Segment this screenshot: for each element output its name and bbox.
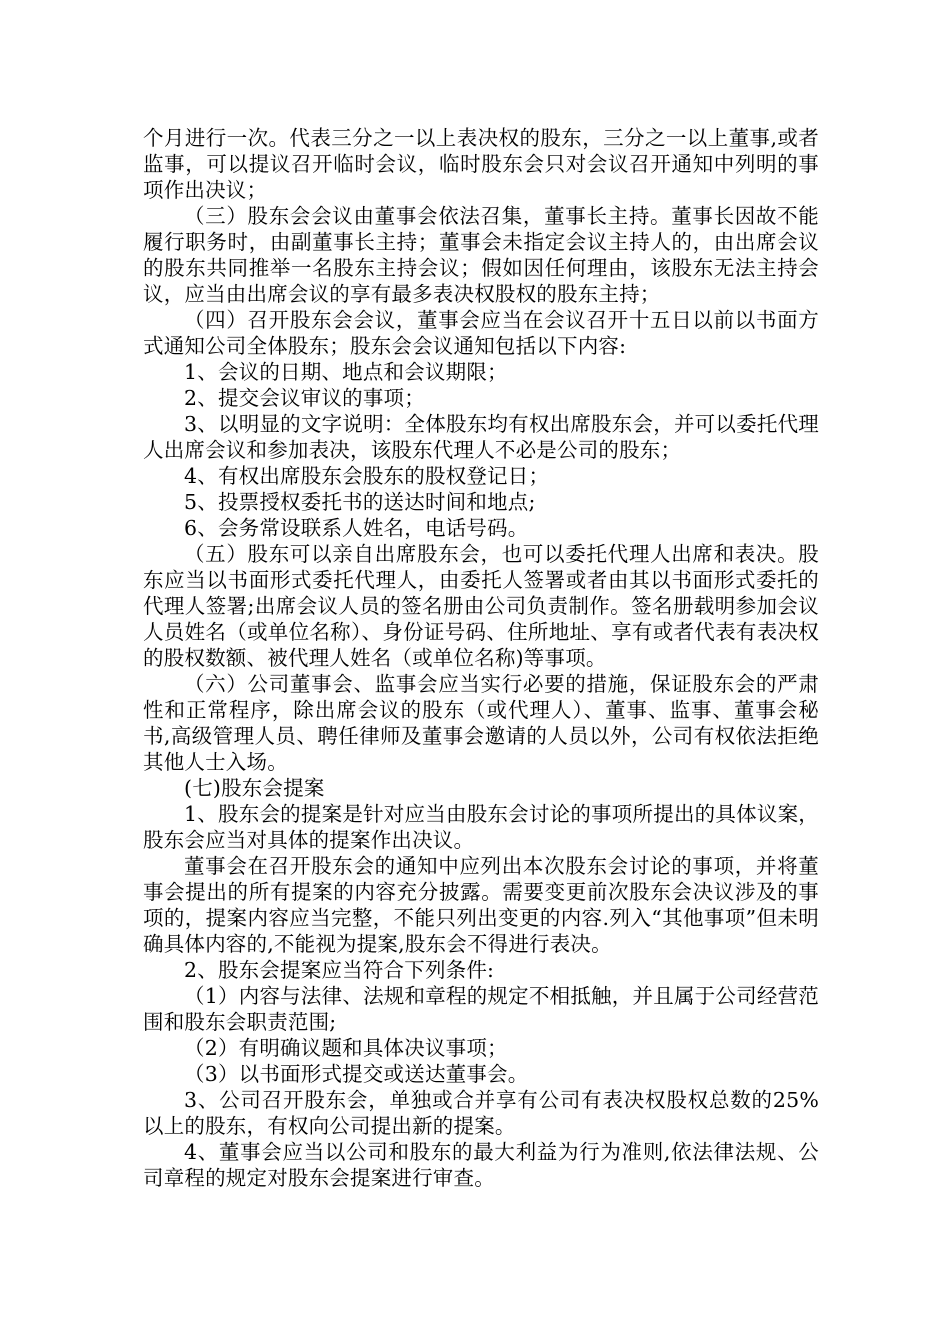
paragraph-clause-6: （六）公司董事会、监事会应当实行必要的措施，保证股东会的严肃性和正常程序，除出席会议的股东（或代理人）、董事、监事、董事会秘书,高级管理人员、聘任律师及董事会邀请的人员以外，公司有权依法拒绝其他人士入场。 [143,672,819,774]
sub-item-condition-1: （1）内容与法律、法规和章程的规定不相抵触，并且属于公司经营范围和股东会职责范围; [143,984,819,1034]
list-item-notice-3: 3、以明显的文字说明：全体股东均有权出席股东会，并可以委托代理人出席会议和参加表决，该股东代理人不必是公司的股东； [143,412,819,462]
list-item-proposal-4: 4、董事会应当以公司和股东的最大利益为行为准则,依法律法规、公司章程的规定对股东会提案进行审查。 [143,1140,819,1190]
sub-item-condition-2: （2）有明确议题和具体决议事项； [184,1036,508,1060]
list-item-notice-1: 1、会议的日期、地点和会议期限； [184,360,508,384]
section-heading-proposals: (七)股东会提案 [184,776,325,800]
paragraph-continuation: 个月进行一次。代表三分之一以上表决权的股东，三分之一以上董事,或者监事，可以提议召开临时会议，临时股东会只对会议召开通知中列明的事项作出决议； [143,126,819,202]
paragraph-clause-5: （五）股东可以亲自出席股东会，也可以委托代理人出席和表决。股东应当以书面形式委托代理人，由委托人签署或者由其以书面形式委托的代理人签署;出席会议人员的签名册由公司负责制作。签名册载明参加会议人员姓名（或单位名称）、身份证号码、住所地址、享有或者代表有表决权的股权数额、被代理人姓名（或单位名称)等事项。 [143,542,819,670]
sub-item-condition-3: （3）以书面形式提交或送达董事会。 [184,1062,529,1086]
paragraph-board-notice: 董事会在召开股东会的通知中应列出本次股东会讨论的事项，并将董事会提出的所有提案的内容充分披露。需要变更前次股东会决议涉及的事项的，提案内容应当完整，不能只列出变更的内容.列入“其他事项”但未明确具体内容的,不能视为提案,股东会不得进行表决。 [143,854,819,956]
list-item-proposal-1: 1、股东会的提案是针对应当由股东会讨论的事项所提出的具体议案，股东会应当对具体的提案作出决议。 [143,802,819,852]
list-item-notice-4: 4、有权出席股东会股东的股权登记日； [184,464,550,488]
document-body [143,125,819,1191]
list-item-notice-6: 6、会务常设联系人姓名，电话号码。 [184,516,529,540]
list-item-notice-2: 2、提交会议审议的事项； [184,386,425,410]
list-item-notice-5: 5、投票授权委托书的送达时间和地点; [184,490,536,514]
list-item-proposal-2: 2、股东会提案应当符合下列条件: [184,958,495,982]
paragraph-clause-4: （四）召开股东会会议，董事会应当在会议召开十五日以前以书面方式通知公司全体股东；股东会会议通知包括以下内容: [143,308,819,358]
list-item-proposal-3: 3、公司召开股东会，单独或合并享有公司有表决权股权总数的25%以上的股东，有权向公司提出新的提案。 [143,1088,819,1138]
paragraph-clause-3: （三）股东会会议由董事会依法召集，董事长主持。董事长因故不能履行职务时，由副董事长主持；董事会未指定会议主持人的，由出席会议的股东共同推举一名股东主持会议；假如因任何理由，该股东无法主持会议，应当由出席会议的享有最多表决权股权的股东主持； [143,204,819,306]
